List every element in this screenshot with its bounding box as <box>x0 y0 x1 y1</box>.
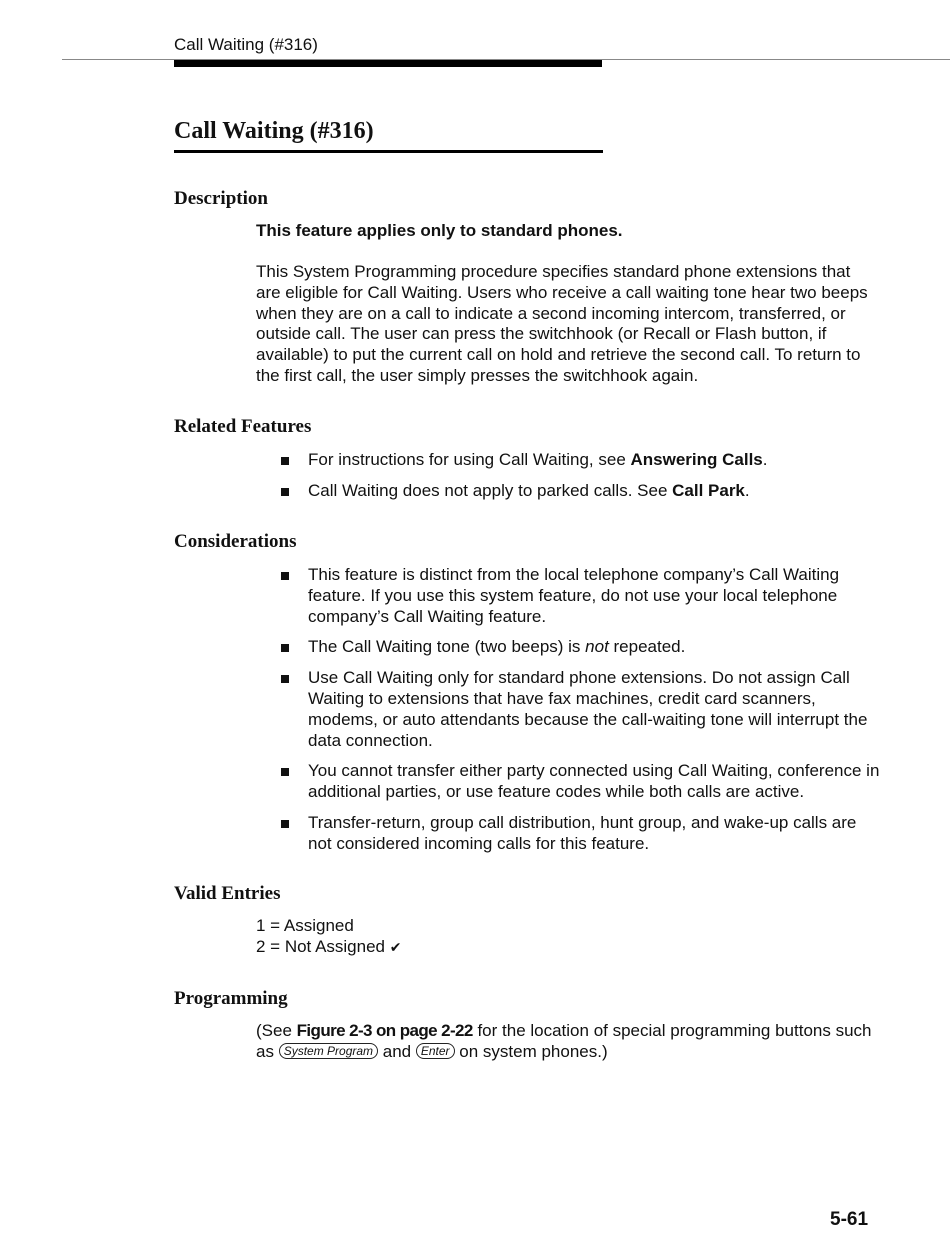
entry-assigned: 1 = Assigned <box>256 916 354 935</box>
consideration-text: Use Call Waiting only for standard phone extensions. Do not assign Call Waiting to extensions that have fax machines, credit card scanners, modems, or auto attendants because the call-waiting tone will interrupt the data connection. <box>308 668 868 750</box>
consideration-text: You cannot transfer either party connected using Call Waiting, conference in additional parties, or use feature codes while both calls are active. <box>308 761 880 802</box>
call-park-reference: Call Park <box>672 480 745 500</box>
list-item <box>281 761 881 803</box>
bullet-icon <box>281 675 289 683</box>
list-item <box>281 565 881 627</box>
bullet-icon <box>281 820 289 828</box>
consideration-text-suffix: repeated. <box>608 637 686 657</box>
description-note: This feature applies only to standard phones. <box>256 221 623 240</box>
figure-reference: Figure 2-3 on page 2-22 <box>296 1021 473 1040</box>
page-title: Call Waiting (#316) <box>174 118 374 144</box>
description-paragraph: This System Programming procedure specifies standard phone extensions that are eligible for Call Waiting. Users who receive a call waiting tone hear two beeps when they are on a call to indicate a second incoming intercom, transferred, or outside call. The user can press the switchhook (or Recall or Flash button, if available) to put the current call on hold and retrieve the second call. To return to the first call, the user simply presses the switchhook again. <box>256 262 868 385</box>
valid-entries-heading: Valid Entries <box>174 883 281 904</box>
programming-text-part: (See <box>256 1021 297 1040</box>
consideration-text: This feature is distinct from the local telephone company’s Call Waiting feature. If you use this system feature, do not use your local telephone company’s Call Waiting feature. <box>308 565 840 626</box>
related-text-suffix: . <box>744 480 750 500</box>
related-text-suffix: . <box>762 450 768 469</box>
programming-text-part: on system phones.) <box>454 1041 608 1061</box>
list-item <box>281 481 881 502</box>
considerations-list <box>281 565 881 865</box>
consideration-text: The Call Waiting tone (two beeps) is <box>308 637 586 657</box>
related-features-list <box>281 450 881 512</box>
bullet-icon <box>281 644 289 652</box>
list-item <box>281 450 881 471</box>
related-text: For instructions for using Call Waiting, see <box>308 450 631 469</box>
emphasis-not: not <box>585 637 609 657</box>
description-heading: Description <box>174 188 268 209</box>
title-rule <box>174 150 603 153</box>
bullet-icon <box>281 488 289 496</box>
list-item <box>281 637 881 658</box>
system-program-key-icon: System Program <box>279 1043 378 1059</box>
programming-text <box>256 1021 876 1063</box>
bullet-icon <box>281 572 289 580</box>
related-text: Call Waiting does not apply to parked calls. See <box>308 480 673 500</box>
list-item <box>281 668 881 751</box>
valid-entries-list <box>256 916 401 958</box>
consideration-text: Transfer-return, group call distribution, hunt group, and wake-up calls are not considered incoming calls for this feature. <box>308 812 857 853</box>
answering-calls-reference: Answering Calls <box>630 450 763 469</box>
page-number: 5-61 <box>830 1209 869 1230</box>
header-bar <box>174 60 602 67</box>
programming-text-part: and <box>378 1041 416 1061</box>
default-check-icon: ✔ <box>389 938 402 955</box>
running-header: Call Waiting (#316) <box>174 35 318 54</box>
programming-heading: Programming <box>174 988 288 1009</box>
entry-not-assigned-label: 2 = Not Assigned <box>256 936 386 956</box>
list-item <box>281 813 881 855</box>
bullet-icon <box>281 457 289 465</box>
related-features-heading: Related Features <box>174 416 312 437</box>
enter-key-icon: Enter <box>416 1043 455 1059</box>
programming-text-part: for the location of special programming buttons such as <box>256 1021 872 1061</box>
considerations-heading: Considerations <box>174 531 297 552</box>
bullet-icon <box>281 768 289 776</box>
entry-not-assigned <box>256 937 401 958</box>
